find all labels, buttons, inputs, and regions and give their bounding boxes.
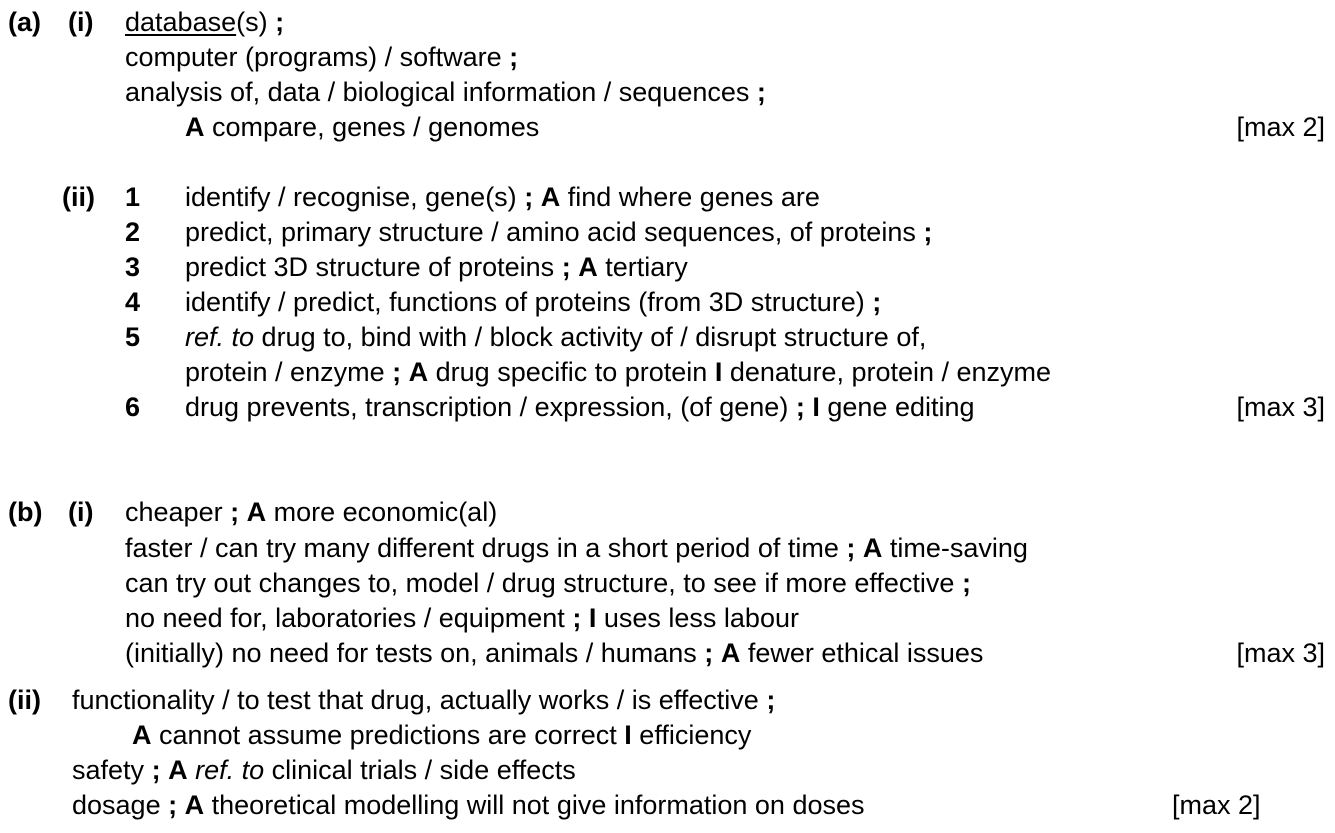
b-ii-line-2 (132, 722, 751, 749)
a-ii-mark: [max 3] (1236, 392, 1325, 422)
ignore-marker: I (624, 720, 632, 750)
text: protein / enzyme (185, 357, 385, 387)
b-ii-line-1 (72, 687, 775, 714)
semicolon: ; (795, 392, 805, 422)
semicolon: ; (766, 685, 776, 715)
semicolon: ; (846, 533, 856, 563)
accept-marker: A (168, 755, 188, 785)
part-a-ii-label: (ii) (62, 182, 95, 212)
semicolon: ; (230, 497, 240, 527)
semicolon: ; (872, 287, 882, 317)
text: fewer ethical issues (747, 638, 984, 668)
semicolon: ; (524, 182, 534, 212)
a-ii-item-5-cont (185, 359, 1051, 386)
semicolon: ; (168, 790, 178, 820)
b-ii-mark: [max 2] (1172, 790, 1261, 820)
item-number: 1 (125, 182, 141, 212)
a-i-mark: [max 2] (1236, 112, 1325, 142)
semicolon: ; (151, 755, 161, 785)
text: tertiary (605, 252, 688, 282)
semicolon: ; (961, 568, 971, 598)
text: can try out changes to, model / drug structure, to see if more effective (125, 568, 955, 598)
semicolon: ; (756, 77, 766, 107)
text: drug to, bind with / block activity of / disrupt structure of, (261, 322, 927, 352)
item-number: 3 (125, 252, 141, 282)
text: computer (programs) / software (125, 42, 502, 72)
text: more economic(al) (273, 497, 498, 527)
text: drug prevents, transcription / expression, (of gene) (185, 392, 789, 422)
b-ii-line-3 (72, 757, 576, 784)
a-i-line-4 (185, 114, 539, 141)
part-b-ii-label: (ii) (8, 685, 41, 715)
text: compare, genes / genomes (212, 112, 540, 142)
part-b-label: (b) (8, 497, 43, 527)
accept-marker: A (540, 182, 561, 212)
a-ii-item-2 (185, 219, 932, 246)
a-ii-item-4 (185, 289, 881, 316)
a-i-line-2 (125, 44, 518, 71)
part-a-i-label: (i) (68, 7, 94, 37)
accept-marker: A (720, 638, 741, 668)
a-ii-item-6 (185, 394, 975, 421)
text: find where genes are (567, 182, 820, 212)
semicolon: ; (704, 638, 714, 668)
part-a-label: (a) (8, 7, 41, 37)
text: analysis of, data / biological information / sequences (125, 77, 750, 107)
accept-marker: A (408, 357, 429, 387)
semicolon: ; (275, 7, 285, 37)
ref-to: ref. to (195, 755, 265, 785)
b-i-line-4 (125, 605, 799, 632)
ignore-marker: I (588, 603, 597, 633)
text: predict 3D structure of proteins (185, 252, 555, 282)
semicolon: ; (572, 603, 582, 633)
text: gene editing (827, 392, 975, 422)
semicolon: ; (923, 217, 933, 247)
text: predict, primary structure / amino acid sequences, of proteins (185, 217, 916, 247)
a-i-line-3 (125, 79, 766, 106)
b-ii-line-4 (72, 792, 865, 819)
text: faster / can try many different drugs in a short period of time (125, 533, 839, 563)
accept-marker: A (862, 533, 883, 563)
text: identify / recognise, gene(s) (185, 182, 517, 212)
b-i-line-3 (125, 570, 971, 597)
item-number: 2 (125, 217, 141, 247)
text: clinical trials / side effects (271, 755, 576, 785)
accept-marker: A (578, 252, 598, 282)
text: efficiency (639, 720, 752, 750)
text: no need for, laboratories / equipment (125, 603, 565, 633)
text: (s) (236, 7, 268, 37)
text: time-saving (889, 533, 1028, 563)
b-i-mark: [max 3] (1236, 638, 1325, 668)
a-ii-item-5 (185, 324, 926, 351)
accept-marker: A (132, 720, 152, 750)
a-ii-item-3 (185, 254, 688, 281)
database-underlined: database (125, 7, 237, 37)
b-i-line-2 (125, 535, 1028, 562)
accept-marker: A (185, 112, 205, 142)
b-i-line-5 (125, 640, 983, 667)
text: denature, protein / enzyme (729, 357, 1052, 387)
ignore-marker: I (714, 357, 723, 387)
a-ii-item-1 (185, 184, 820, 211)
accept-marker: A (184, 790, 205, 820)
text: functionality / to test that drug, actually works / is effective (72, 685, 759, 715)
semicolon: ; (392, 357, 402, 387)
item-number: 5 (125, 322, 141, 352)
accept-marker: A (246, 497, 267, 527)
ref-to: ref. to (185, 322, 255, 352)
ignore-marker: I (812, 392, 820, 422)
item-number: 6 (125, 392, 141, 422)
item-number: 4 (125, 287, 141, 317)
text: drug specific to protein (435, 357, 708, 387)
text: safety (72, 755, 145, 785)
text: identify / predict, functions of proteins (from 3D structure) (185, 287, 865, 317)
part-b-i-label: (i) (68, 497, 94, 527)
text: uses less labour (603, 603, 799, 633)
b-i-line-1 (125, 499, 497, 526)
text: cheaper (125, 497, 223, 527)
text: (initially) no need for tests on, animals / humans (125, 638, 697, 668)
a-i-line-1 (125, 9, 284, 36)
semicolon: ; (561, 252, 571, 282)
text: theoretical modelling will not give information on doses (211, 790, 865, 820)
text: cannot assume predictions are correct (159, 720, 617, 750)
semicolon: ; (509, 42, 519, 72)
text: dosage (72, 790, 161, 820)
